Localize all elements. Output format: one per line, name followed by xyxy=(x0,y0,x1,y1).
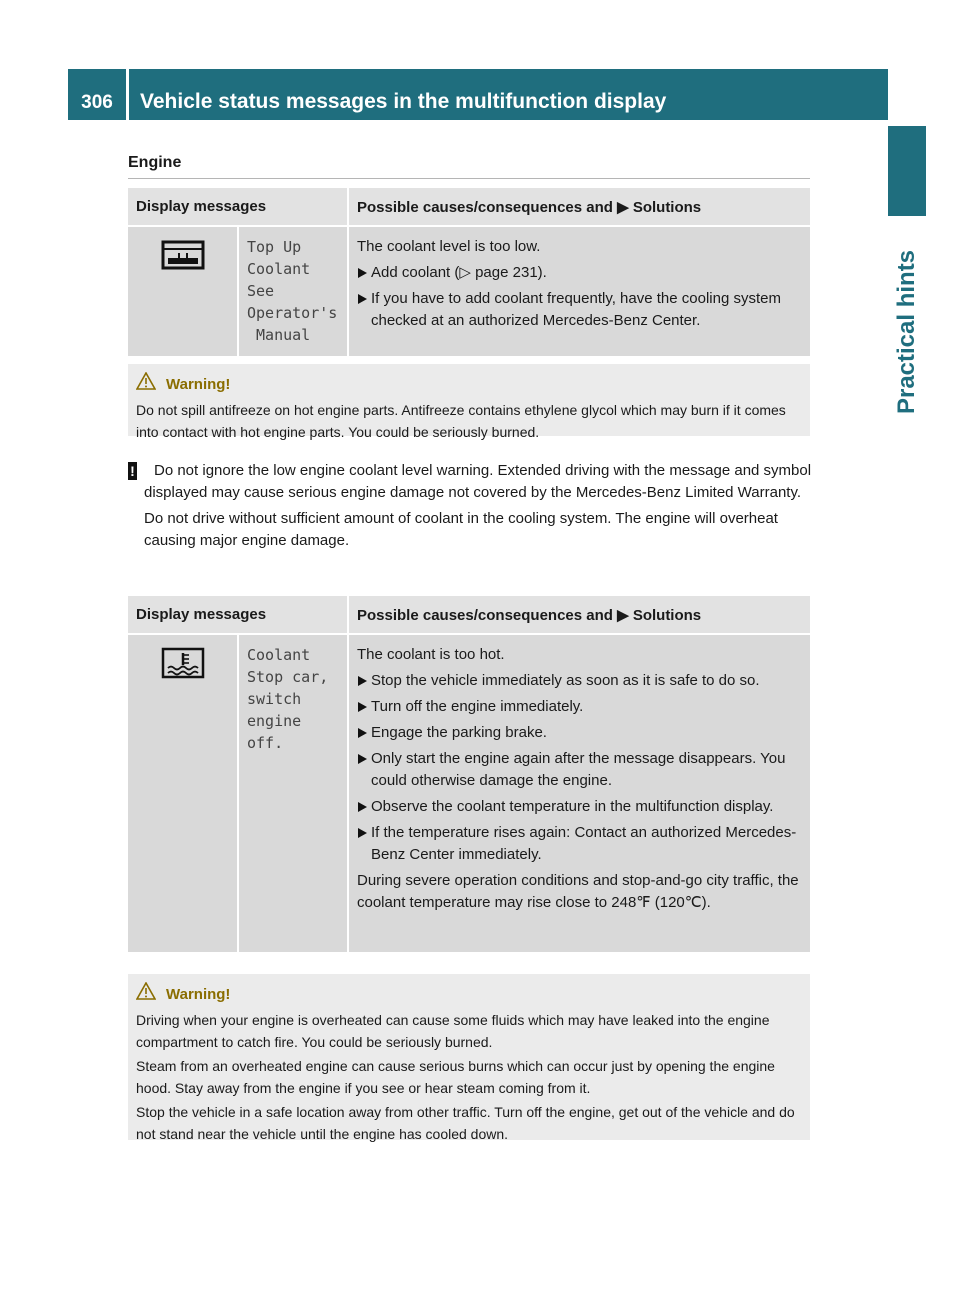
exclamation-icon: ! xyxy=(128,462,137,480)
icon-cell xyxy=(128,634,238,952)
message-line: Coolant xyxy=(247,646,311,664)
display-message xyxy=(238,226,348,356)
side-label-text: Practical hints xyxy=(893,249,920,415)
warning-text: Steam from an overheated engine can cause serious burns which can occur just by opening the engine hood. Stay away from the engine if you see or hear steam coming from it. xyxy=(136,1058,775,1096)
warning-label: Warning! xyxy=(166,375,231,393)
note-text: Do not drive without sufficient amount of coolant in the cooling system. The engine will overheat causing major engine damage. xyxy=(144,510,778,549)
solution-step: Only start the engine again after the message disappears. You could otherwise damage the engine. xyxy=(357,748,802,792)
warning-box xyxy=(128,974,810,1140)
table-header-display: Display messages xyxy=(128,596,348,634)
message-line: Coolant xyxy=(247,260,311,278)
solution-step: If the temperature rises again: Contact an authorized Mercedes-Benz Center immediately. xyxy=(357,822,802,866)
warning-text: Do not spill antifreeze on hot engine parts. Antifreeze contains ethylene glycol which may burn if it comes into contact with hot engine parts. You could be seriously burned. xyxy=(136,402,786,440)
warning-header xyxy=(136,982,802,1007)
warning-label: Warning! xyxy=(166,985,231,1003)
table-row xyxy=(128,634,810,952)
message-line: off. xyxy=(247,734,284,752)
header-divider xyxy=(126,69,129,120)
section-rule xyxy=(128,178,810,179)
warning-triangle-icon xyxy=(136,982,156,1007)
message-line: Top Up xyxy=(247,238,302,256)
table-header-display: Display messages xyxy=(128,188,348,226)
table-header-row xyxy=(128,188,810,226)
coolant-temperature-icon xyxy=(161,647,205,686)
message-line: See xyxy=(247,282,275,300)
warning-text: Driving when your engine is overheated can cause some fluids which may have leaked into the engine compartment to catch fire. You could be seriously burned. xyxy=(136,1012,770,1050)
warning-text: Stop the vehicle in a safe location away from other traffic. Turn off the engine, get out of the vehicle and do not stand near the vehicle until the engine has cooled down. xyxy=(136,1104,795,1142)
display-message xyxy=(238,634,348,952)
message-line: engine xyxy=(247,712,302,730)
side-tab xyxy=(888,126,926,216)
solution-step: Engage the parking brake. xyxy=(357,722,802,744)
solution-step: Add coolant (▷ page 231). xyxy=(357,262,802,284)
warning-header xyxy=(136,372,802,397)
page-number: 306 xyxy=(81,92,113,113)
message-line: switch xyxy=(247,690,302,708)
solution-step: If you have to add coolant frequently, have the cooling system checked at an authorized Mercedes-Benz Center. xyxy=(357,288,802,332)
table-header-solutions: Possible causes/consequences and ▶ Solutions xyxy=(348,596,810,634)
solutions-cell xyxy=(348,634,810,952)
table-header-solutions: Possible causes/consequences and ▶ Solutions xyxy=(348,188,810,226)
side-label xyxy=(888,222,926,442)
message-line: Operator's xyxy=(247,304,338,322)
footer-text: During severe operation conditions and stop-and-go city traffic, the coolant temperature may rise close to 248℉ (120℃). xyxy=(357,872,799,911)
cause-text: The coolant level is too low. xyxy=(357,238,541,255)
side-block xyxy=(888,126,960,1302)
note-block xyxy=(128,460,818,556)
message-table-coolant-temperature xyxy=(128,596,810,952)
solutions-cell xyxy=(348,226,810,356)
note-text: Do not ignore the low engine coolant level warning. Extended driving with the message and symbol displayed may cause serious engine damage not covered by the Mercedes-Benz Limited Warranty. xyxy=(144,462,812,501)
page-title: Vehicle status messages in the multifunction display xyxy=(140,90,667,113)
message-line: Manual xyxy=(247,326,311,344)
table-row xyxy=(128,226,810,356)
table-header-row xyxy=(128,596,810,634)
message-line: Stop car, xyxy=(247,668,329,686)
message-table-coolant-level xyxy=(128,188,810,356)
solution-step: Stop the vehicle immediately as soon as it is safe to do so. xyxy=(357,670,802,692)
warning-box xyxy=(128,364,810,440)
cause-text: The coolant is too hot. xyxy=(357,646,505,663)
solution-step: Observe the coolant temperature in the multifunction display. xyxy=(357,796,802,818)
warning-triangle-icon xyxy=(136,372,156,397)
solution-step: Turn off the engine immediately. xyxy=(357,696,802,718)
coolant-level-icon xyxy=(161,239,205,278)
section-title: Engine xyxy=(128,154,182,171)
icon-cell xyxy=(128,226,238,356)
